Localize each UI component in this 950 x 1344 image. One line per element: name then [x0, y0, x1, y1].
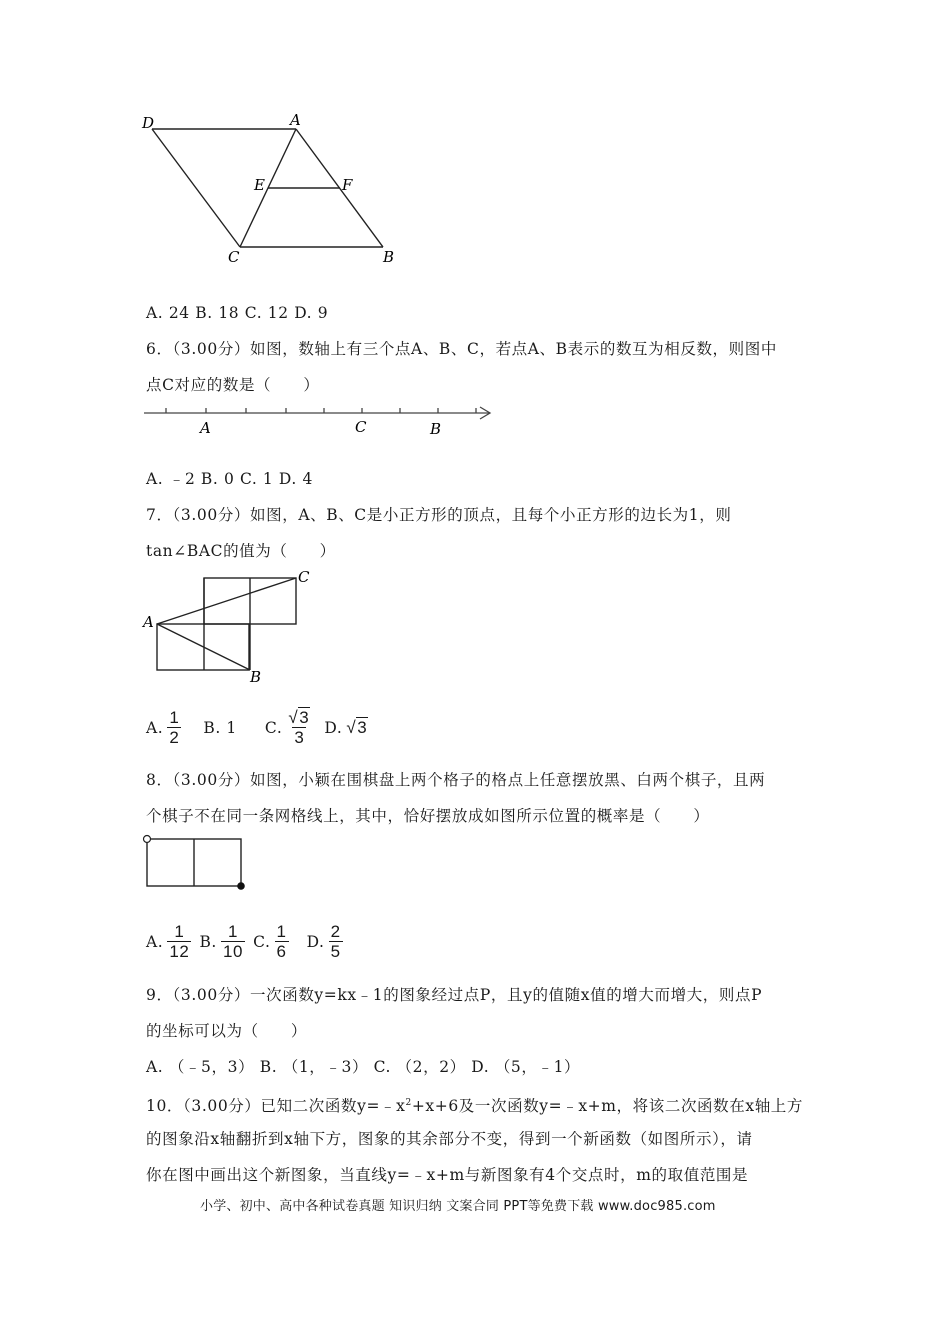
q7-option-c: C. $\frac{√3}{3}$: [264, 708, 310, 747]
figure-q5-trapezoid: [140, 112, 410, 272]
q6-line2: 点C对应的数是（ ）: [146, 376, 320, 394]
q9-line2: 的坐标可以为（ ）: [146, 1022, 308, 1040]
q5-options: A. 24 B. 18 C. 12 D. 9: [146, 304, 329, 322]
q8-line2: 个棋子不在同一条网格线上，其中，恰好摆放成如图所示位置的概率是（ ）: [146, 807, 710, 825]
label-C: C: [355, 418, 367, 436]
q6-options: A. ﹣2 B. 0 C. 1 D. 4: [146, 470, 313, 488]
label-D: D: [142, 114, 155, 132]
q10-line1: 10．（3.00分）已知二次函数$y=﹣x^2+x+6$及一次函数y=﹣x+m，将该二次函数在x轴上方: [146, 1097, 804, 1116]
figure-q8-board: [140, 832, 250, 892]
figure-q6-number-line: [140, 398, 500, 442]
page-footer: 小学、初中、高中各种试卷真题 知识归纳 文案合同 PPT等免费下载 www.doc985.com: [200, 1199, 716, 1214]
label-B: B: [430, 420, 442, 438]
q9-line1: 9．（3.00分）一次函数y=kx﹣1的图象经过点P，且y的值随x值的增大而增大，则点P: [146, 986, 763, 1004]
q6-line1: 6．（3.00分）如图，数轴上有三个点A、B、C，若点A、B表示的数互为相反数，则图中: [146, 340, 777, 358]
q10-line3: 你在图中画出这个新图象，当直线y=﹣x+m与新图象有4个交点时，m的取值范围是: [146, 1166, 749, 1184]
label-F: F: [342, 176, 353, 194]
figure-q7-grid: [140, 565, 330, 690]
q10-line2: 的图象沿x轴翻折到x轴下方，图象的其余部分不变，得到一个新函数（如图所示），请: [146, 1130, 753, 1148]
label-C: C: [298, 568, 310, 586]
q8-line1: 8．（3.00分）如图，小颖在围棋盘上两个格子的格点上任意摆放黑、白两个棋子，且两: [146, 771, 766, 789]
label-A: A: [290, 112, 301, 129]
q7-option-a: A. $\frac{1}{2}$: [146, 708, 180, 747]
q7-option-b: B. 1: [203, 718, 237, 737]
q8-options: [146, 922, 347, 961]
label-A: A: [200, 419, 211, 437]
q7-options: [146, 708, 368, 747]
q8-option-d: D. $\frac{2}{5}$: [306, 922, 341, 961]
label-C: C: [228, 248, 240, 266]
label-E: E: [254, 176, 265, 194]
q8-option-a: A. $\frac{1}{12}$: [146, 922, 190, 961]
q7-line1: 7．（3.00分）如图，A、B、C是小正方形的顶点，且每个小正方形的边长为1，则: [146, 506, 732, 524]
q7-option-d: D. √3: [324, 717, 368, 737]
label-B: B: [250, 668, 262, 686]
black-stone: [237, 882, 245, 890]
white-stone: [144, 836, 151, 843]
q7-line2: tan∠BAC的值为（ ）: [146, 542, 336, 560]
q8-option-b: B. $\frac{1}{10}$: [199, 922, 244, 961]
q8-option-c: C. $\frac{1}{6}$: [253, 922, 287, 961]
q9-options: A. （﹣5，3） B. （1，﹣3） C. （2，2） D. （5，﹣1）: [146, 1058, 581, 1076]
label-A: A: [143, 613, 154, 631]
label-B: B: [383, 248, 395, 266]
